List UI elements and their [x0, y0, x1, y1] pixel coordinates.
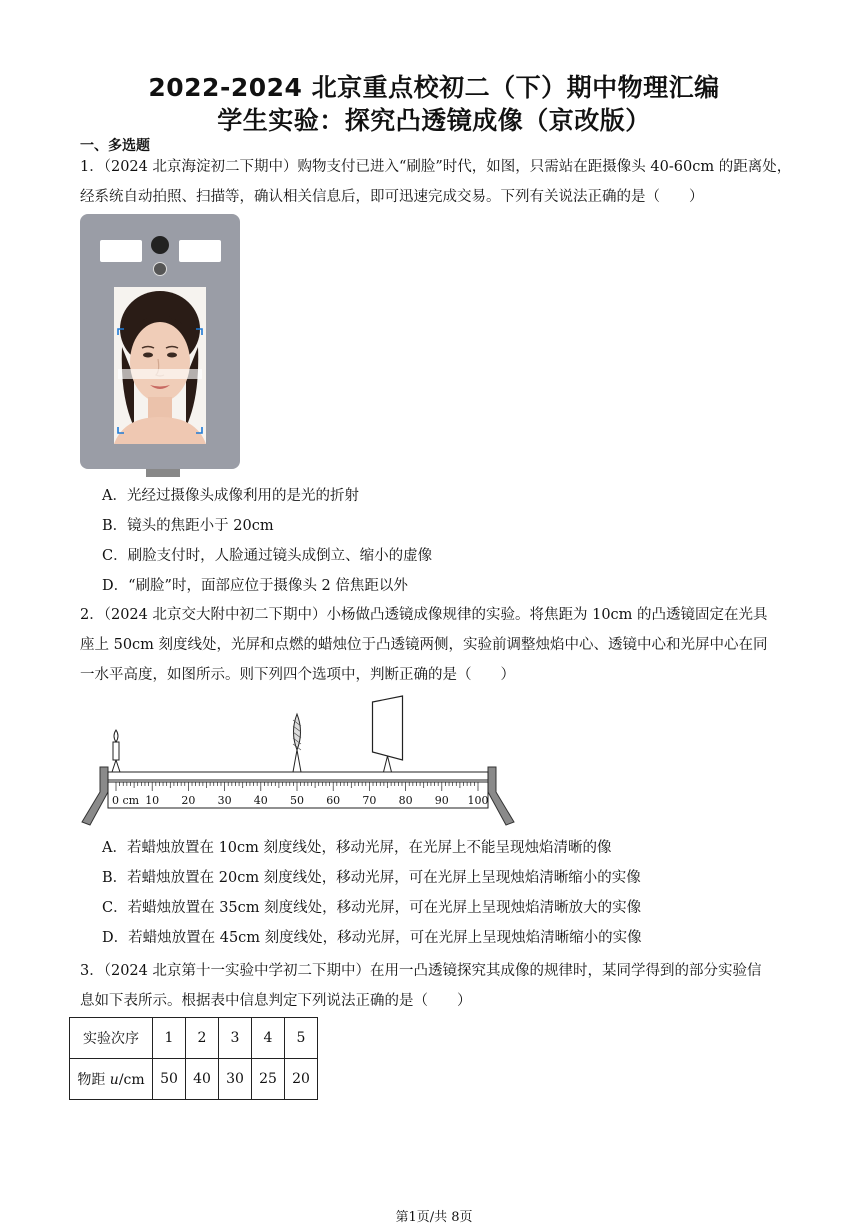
q1-option-b[interactable]: B．镜头的焦距小于 20cm	[102, 518, 274, 534]
q2-stem-line2: 座上 50cm 刻度线处，光屏和点燃的蜡烛位于凸透镜两侧，实验前调整烛焰中心、透镜中心和光屏中心在同	[80, 637, 768, 653]
table-header-cell	[70, 1059, 153, 1100]
scanner-window-right	[179, 240, 221, 262]
ruler-label: 80	[398, 794, 413, 807]
section-label: 一、多选题	[80, 138, 150, 154]
lens-body	[294, 714, 301, 750]
table-cell: 25	[252, 1059, 285, 1100]
q1-option-c[interactable]: C．刷脸支付时，人脸通过镜头成倒立、缩小的虚像	[102, 548, 433, 564]
candle-body	[113, 742, 119, 760]
table-label-part: 物距	[77, 1072, 110, 1088]
ruler-label: 100	[467, 794, 489, 807]
screen-holder	[384, 756, 392, 772]
table-label-unit: /cm	[118, 1072, 145, 1088]
screen-panel	[373, 696, 403, 760]
document-title-line2: 学生实验：探究凸透镜成像（京改版）	[217, 106, 651, 135]
q2-option-d[interactable]: D．若蜡烛放置在 45cm 刻度线处，移动光屏，可在光屏上呈现烛焰清晰缩小的实像	[102, 930, 642, 946]
table-cell: 2	[186, 1018, 219, 1059]
ruler-label: 90	[434, 794, 449, 807]
table-header-cell: 实验次序	[70, 1018, 153, 1059]
table-cell: 3	[219, 1018, 252, 1059]
ruler-label: 20	[181, 794, 196, 807]
table-cell: 50	[153, 1059, 186, 1100]
q1-stem-line2: 经系统自动拍照、扫描等，确认相关信息后，即可迅速完成交易。下列有关说法正确的是（ ）	[80, 189, 704, 205]
table-cell: 40	[186, 1059, 219, 1100]
ruler-label: 70	[362, 794, 377, 807]
scanner-screen	[114, 287, 206, 444]
lens-holder	[293, 750, 301, 772]
q2-stem-line1: 2．（2024 北京交大附中初二下期中）小杨做凸透镜成像规律的实验。将焦距为 10cm 的凸透镜固定在光具	[80, 607, 768, 623]
left-support	[82, 767, 108, 825]
ruler-label: 60	[326, 794, 341, 807]
ruler-label: 50	[290, 794, 304, 807]
candle-holder	[112, 760, 120, 772]
page-footer: 第1页/共 8页	[395, 1210, 473, 1225]
table-cell: 30	[219, 1059, 252, 1100]
q2-option-b[interactable]: B．若蜡烛放置在 20cm 刻度线处，移动光屏，可在光屏上呈现烛焰清晰缩小的实像	[102, 870, 641, 886]
light-screen-icon	[373, 696, 403, 772]
table-cell: 5	[285, 1018, 318, 1059]
ruler-label: 0 cm	[112, 794, 140, 807]
bench-rail	[108, 772, 488, 780]
scanner-window-left	[100, 240, 142, 262]
ruler-label: 40	[253, 794, 268, 807]
face-scanner-figure	[80, 214, 240, 469]
table-label-variable: u	[109, 1072, 119, 1088]
q1-stem-line1: 1．（2024 北京海淀初二下期中）购物支付已进入“刷脸”时代，如图，只需站在距摄像头 40-60cm 的距离处，	[80, 159, 792, 175]
candle-flame	[114, 730, 118, 742]
experiment-data-table	[69, 1017, 318, 1100]
table-cell: 1	[153, 1018, 186, 1059]
ruler-label: 10	[145, 794, 160, 807]
sensor-dot-icon	[153, 262, 167, 276]
table-row	[70, 1018, 318, 1059]
convex-lens-icon	[293, 714, 301, 772]
q2-option-c[interactable]: C．若蜡烛放置在 35cm 刻度线处，移动光屏，可在光屏上呈现烛焰清晰放大的实像	[102, 900, 642, 916]
q1-option-d[interactable]: D．“刷脸”时，面部应位于摄像头 2 倍焦距以外	[102, 578, 408, 594]
face-portrait-icon	[114, 287, 206, 444]
table-cell: 20	[285, 1059, 318, 1100]
optical-bench-figure	[80, 692, 520, 832]
camera-lens-icon	[151, 236, 169, 254]
candle-icon	[112, 730, 120, 772]
scanner-stand	[146, 469, 180, 477]
ruler-label: 30	[217, 794, 232, 807]
q2-option-a[interactable]: A．若蜡烛放置在 10cm 刻度线处，移动光屏，在光屏上不能呈现烛焰清晰的像	[102, 840, 612, 856]
document-title-line1: 2022-2024 北京重点校初二（下）期中物理汇编	[148, 73, 720, 102]
table-row	[70, 1059, 318, 1100]
right-support	[488, 767, 514, 825]
q3-stem-line2: 息如下表所示。根据表中信息判定下列说法正确的是（ ）	[80, 993, 472, 1009]
q2-stem-line3: 一水平高度，如图所示。则下列四个选项中，判断正确的是（ ）	[80, 667, 515, 683]
q1-option-a[interactable]: A．光经过摄像头成像利用的是光的折射	[102, 488, 359, 504]
q3-stem-line1: 3．（2024 北京第十一实验中学初二下期中）在用一凸透镜探究其成像的规律时，某同学得到的部分实验信	[80, 963, 762, 979]
table-cell: 4	[252, 1018, 285, 1059]
